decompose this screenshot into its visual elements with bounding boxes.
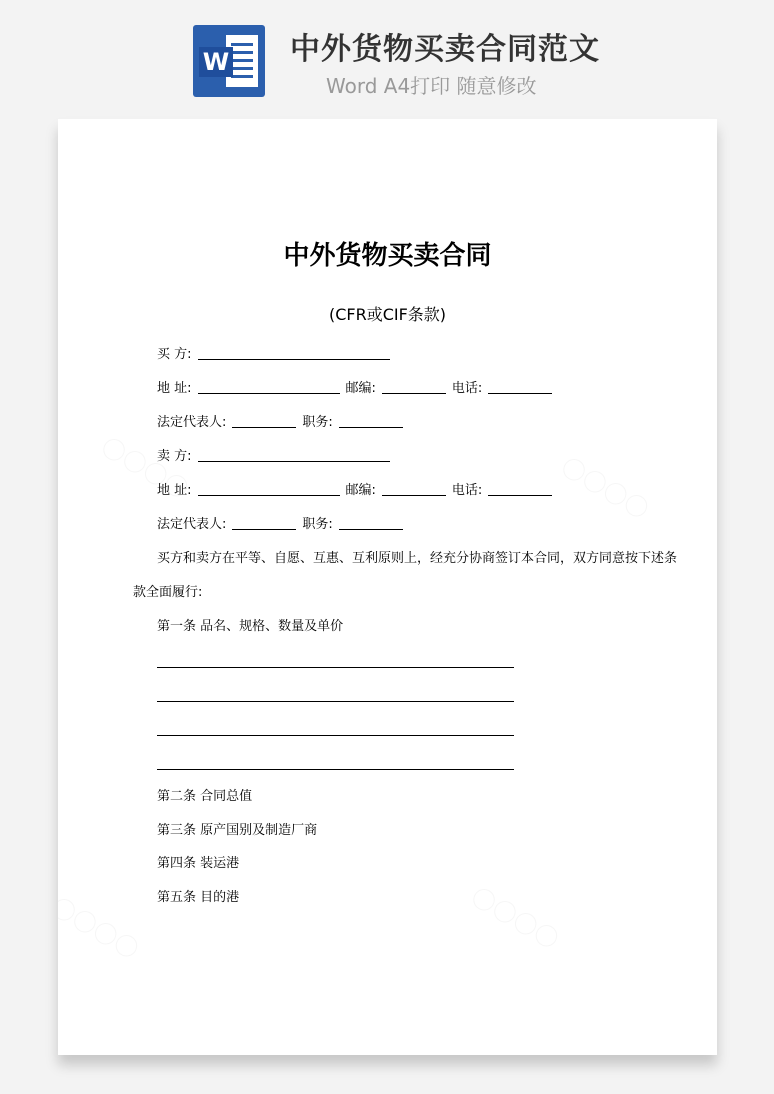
word-document-icon (193, 25, 265, 97)
document-page (58, 119, 717, 1055)
seller-label: 卖 方: (157, 449, 192, 464)
word-letter-icon: W (199, 47, 233, 77)
buyer-rep-line (157, 413, 403, 433)
seller-address-blank[interactable] (198, 481, 340, 496)
article-1-blank-line[interactable] (157, 769, 514, 770)
watermark (556, 447, 657, 525)
buyer-postcode-blank[interactable] (382, 379, 446, 394)
buyer-position-blank[interactable] (339, 413, 403, 428)
postcode-label: 邮编: (345, 381, 376, 396)
contract-title: 中外货物买卖合同 (283, 241, 492, 271)
buyer-line (157, 345, 390, 365)
seller-rep-blank[interactable] (232, 515, 296, 530)
article-3-heading: 第三条 原产国别及制造厂商 (157, 823, 318, 838)
seller-position-blank[interactable] (339, 515, 403, 530)
watermark (466, 877, 567, 955)
article-1-heading: 第一条 品名、规格、数量及单价 (157, 619, 344, 634)
article-1-blank-line[interactable] (157, 701, 514, 702)
seller-rep-line (157, 515, 403, 535)
buyer-rep-blank[interactable] (232, 413, 296, 428)
seller-address-line (157, 481, 552, 501)
seller-blank[interactable] (198, 447, 390, 462)
position-label: 职务: (302, 517, 333, 532)
seller-line (157, 447, 390, 467)
article-1-blank-line[interactable] (157, 735, 514, 736)
legal-rep-label: 法定代表人: (157, 415, 227, 430)
buyer-address-blank[interactable] (198, 379, 340, 394)
address-label: 地 址: (157, 483, 192, 498)
buyer-phone-blank[interactable] (488, 379, 552, 394)
article-2-heading: 第二条 合同总值 (157, 789, 253, 804)
site-title: 中外货物买卖合同范文 (290, 32, 600, 67)
postcode-label: 邮编: (345, 483, 376, 498)
position-label: 职务: (302, 415, 333, 430)
buyer-label: 买 方: (157, 347, 192, 362)
page-header (0, 0, 774, 118)
address-label: 地 址: (157, 381, 192, 396)
preamble-line-2: 款全面履行: (133, 585, 203, 600)
phone-label: 电话: (451, 483, 483, 498)
seller-phone-blank[interactable] (488, 481, 552, 496)
preamble-line-1: 买方和卖方在平等、自愿、互惠、互利原则上，经充分协商签订本合同，双方同意按下述条 (157, 551, 678, 566)
legal-rep-label: 法定代表人: (157, 517, 227, 532)
buyer-blank[interactable] (198, 345, 390, 360)
phone-label: 电话: (451, 381, 483, 396)
site-subtitle: Word A4打印 随意修改 (326, 74, 537, 98)
contract-subtitle: (CFR或CIF条款) (328, 305, 447, 324)
article-5-heading: 第五条 目的港 (157, 890, 240, 905)
watermark (58, 887, 146, 965)
article-1-blank-line[interactable] (157, 667, 514, 668)
seller-postcode-blank[interactable] (382, 481, 446, 496)
article-4-heading: 第四条 装运港 (157, 856, 240, 871)
buyer-address-line (157, 379, 552, 399)
